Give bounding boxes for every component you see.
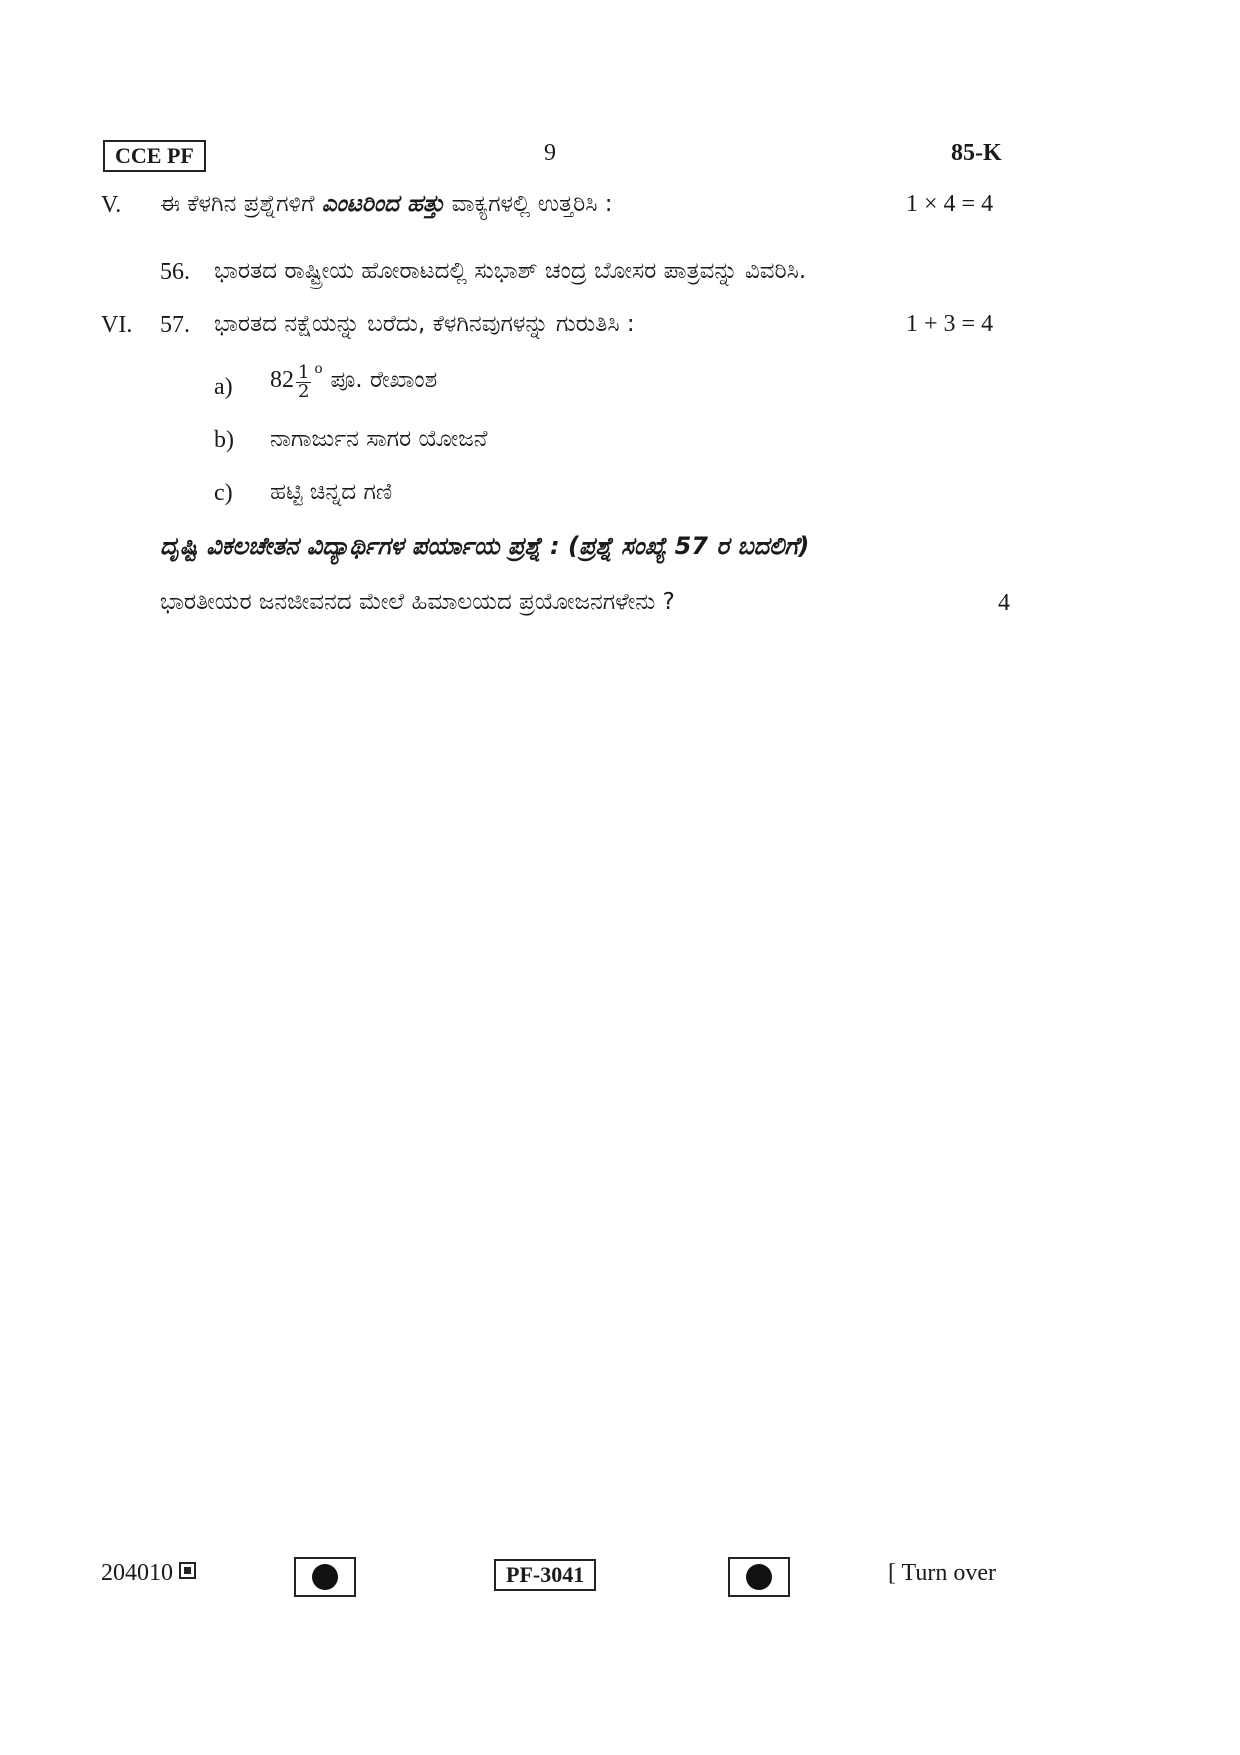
- footer-serial: [101, 1560, 196, 1587]
- item-a-fraction: [296, 364, 311, 401]
- item-b-label: b): [214, 427, 234, 453]
- question-56-number: 56.: [160, 259, 190, 285]
- item-a-text: ಪೂ. ರೇಖಾಂಶ: [330, 367, 438, 393]
- instruction-emphasis: ಎಂಟರಿಂದ ಹತ್ತು: [321, 191, 445, 217]
- item-a-denominator: 2: [298, 381, 310, 402]
- exam-code-box: CCE PF: [103, 140, 206, 172]
- item-c-label: c): [214, 480, 233, 506]
- question-57-text: ಭಾರತದ ನಕ್ಷೆಯನ್ನು ಬರೆದು, ಕೆಳಗಿನವುಗಳನ್ನು ಗುರುತಿಸಿ :: [214, 311, 635, 337]
- section-vi-roman: VI.: [101, 312, 133, 338]
- center-code-box: PF-3041: [494, 1559, 596, 1591]
- registration-dot: [312, 1564, 338, 1590]
- section-v-marks: 1 × 4 = 4: [906, 191, 994, 217]
- instruction-post: ವಾಕ್ಯಗಳಲ್ಲಿ ಉತ್ತರಿಸಿ :: [444, 191, 613, 217]
- registration-dot: [746, 1564, 772, 1590]
- square-mark-icon: [179, 1562, 196, 1579]
- item-a-label: a): [214, 374, 233, 400]
- question-56-text: ಭಾರತದ ರಾಷ್ಟ್ರೀಯ ಹೋರಾಟದಲ್ಲಿ ಸುಭಾಶ್ ಚಂದ್ರ ಬೋಸರ ಪಾತ್ರವನ್ನು ವಿವರಿಸಿ.: [214, 258, 807, 284]
- item-b-text: ನಾಗಾರ್ಜುನ ಸಾಗರ ಯೋಜನೆ: [270, 426, 488, 452]
- serial-number: 204010: [101, 1560, 173, 1586]
- registration-mark-right-icon: [728, 1557, 790, 1597]
- alternate-question-heading: ದೃಷ್ಟಿ ವಿಕಲಚೇತನ ವಿದ್ಯಾರ್ಥಿಗಳ ಪರ್ಯಾಯ ಪ್ರಶ್ನೆ : (ಪ್ರಶ್ನೆ ಸಂಖ್ಯೆ 57 ರ ಬದಲಿಗೆ): [160, 532, 810, 560]
- item-a-whole: 82: [270, 367, 294, 393]
- item-a-content: [270, 360, 437, 401]
- section-v-roman: V.: [101, 192, 122, 218]
- page-number: 9: [544, 140, 556, 166]
- registration-mark-left-icon: [294, 1557, 356, 1597]
- paper-code: 85-K: [951, 140, 1002, 166]
- item-a-degree: o: [314, 360, 323, 377]
- instruction-pre: ಈ ಕೆಳಗಿನ ಪ್ರಶ್ನೆಗಳಿಗೆ: [160, 191, 322, 217]
- alternate-question-marks: 4: [998, 590, 1010, 616]
- item-a-numerator: 1: [298, 362, 310, 383]
- alternate-question-text: ಭಾರತೀಯರ ಜನಜೀವನದ ಮೇಲೆ ಹಿಮಾಲಯದ ಪ್ರಯೋಜನಗಳೇನು ?: [160, 589, 675, 615]
- question-57-number: 57.: [160, 312, 190, 338]
- turn-over-text: [ Turn over: [888, 1560, 997, 1586]
- section-vi-marks: 1 + 3 = 4: [906, 311, 994, 337]
- section-v-instruction: [160, 191, 613, 217]
- item-c-text: ಹಟ್ಟಿ ಚಿನ್ನದ ಗಣಿ: [270, 479, 393, 505]
